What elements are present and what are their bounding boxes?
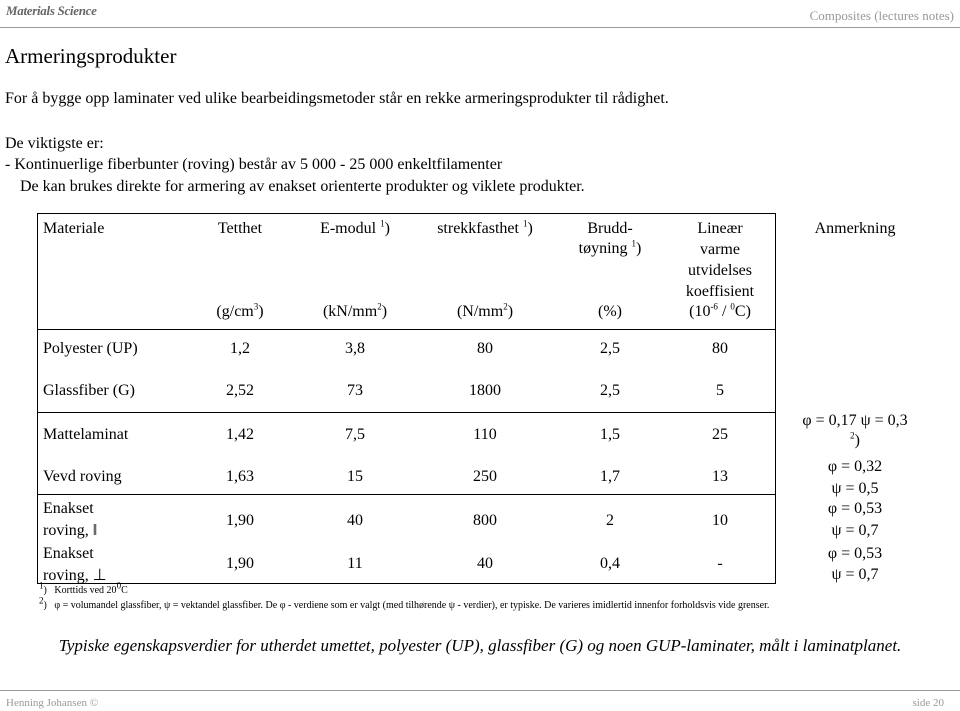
header-strength: strekkfasthet $^1$) <box>437 218 533 237</box>
header-density: Tetthet <box>217 220 263 237</box>
header-material: Materiale <box>43 220 105 237</box>
header-thermal-4: koeffisient <box>685 283 755 300</box>
table-left-border <box>37 213 38 584</box>
row-remark-2: $^2$) <box>850 430 860 449</box>
footer-page-number: side 20 <box>912 697 944 709</box>
row-elongation: 0,4 <box>600 555 620 572</box>
footnote-1: $^1$) Korttids ved $20^0C$ <box>39 580 128 596</box>
row-material: Glassfiber (G) <box>43 382 135 399</box>
row-elongation: 2,5 <box>600 340 620 357</box>
row-material-1: Enakset <box>43 500 94 517</box>
bullet-line-2: De kan brukes direkte for armering av enakset orienterte produkter og viklete produkter. <box>20 178 585 195</box>
row-strength: 250 <box>473 468 497 485</box>
header-thermal-2: varme <box>700 241 740 258</box>
row-elongation: 2,5 <box>600 382 620 399</box>
row-separator <box>37 494 776 495</box>
header-thermal-1: Lineær <box>697 220 743 237</box>
row-remark-1: φ = 0,53 <box>827 500 883 517</box>
footer-divider <box>0 690 960 691</box>
row-material: Mattelaminat <box>43 426 129 443</box>
header-emod: E-modul $^1$) <box>320 218 390 237</box>
header-remark: Anmerkning <box>814 220 896 237</box>
row-strength: 800 <box>473 512 497 529</box>
row-emod: 73 <box>347 382 363 399</box>
row-emod: 15 <box>347 468 363 485</box>
row-remark-2: ψ = 0,7 <box>831 566 879 583</box>
row-material-1: Enakset <box>43 545 94 562</box>
row-thermal: 25 <box>712 426 728 443</box>
row-thermal: 80 <box>712 340 728 357</box>
row-elongation: 2 <box>606 512 614 529</box>
header-thermal-unit: $(10^{-6} / ^0C)$ <box>689 301 751 320</box>
row-density: 1,2 <box>230 340 250 357</box>
table-bottom-border <box>37 583 776 584</box>
intro-text: For å bygge opp laminater ved ulike bearbeidingsmetoder står en rekke armeringsprodukter til rådighet. <box>5 90 669 107</box>
header-thermal-3: utvidelses <box>688 262 752 279</box>
row-material-2: roving, ⊥ <box>43 567 107 584</box>
row-density: 1,42 <box>226 426 254 443</box>
header-elongation-unit: (%) <box>598 303 622 320</box>
row-strength: 40 <box>477 555 493 572</box>
row-thermal: - <box>717 555 723 572</box>
row-thermal: 13 <box>712 468 728 485</box>
row-thermal: 10 <box>712 512 728 529</box>
footer-author: Henning Johansen © <box>6 697 99 709</box>
table-top-border <box>37 213 776 214</box>
row-density: 1,63 <box>226 468 254 485</box>
header-strength-unit: $(N/mm^2)$ <box>456 301 514 320</box>
row-elongation: 1,5 <box>600 426 620 443</box>
header-elongation-1: Brudd- <box>587 220 633 237</box>
materials-science-logo: Materials Science <box>6 3 97 18</box>
page-title: Armeringsprodukter <box>5 44 177 68</box>
row-material-2: roving, ‖ <box>43 522 98 539</box>
row-remark-1: φ = 0,32 <box>827 458 883 475</box>
header-emod-unit: $(kN/mm^2)$ <box>322 301 388 320</box>
row-density: 1,90 <box>226 555 254 572</box>
row-emod: 7,5 <box>345 426 365 443</box>
row-separator <box>37 412 776 413</box>
header-divider <box>0 27 960 28</box>
row-emod: 40 <box>347 512 363 529</box>
table-caption: Typiske egenskapsverdier for utherdet umettet, polyester (UP), glassfiber (G) og noen GUP-laminater, målt i laminatplanet. <box>58 636 902 655</box>
row-remark-2: ψ = 0,5 <box>831 480 879 497</box>
row-density: 2,52 <box>226 382 254 399</box>
row-material: Vevd roving <box>43 468 122 485</box>
row-density: 1,90 <box>226 512 254 529</box>
row-remark-2: ψ = 0,7 <box>831 522 879 539</box>
header-density-unit: $(g/cm^3)$ <box>216 301 264 320</box>
row-emod: 11 <box>347 555 363 572</box>
row-remark-1: φ = 0,17 ψ = 0,3 <box>802 412 908 429</box>
row-remark-1: φ = 0,53 <box>827 545 883 562</box>
row-emod: 3,8 <box>345 340 365 357</box>
row-strength: 80 <box>477 340 493 357</box>
row-thermal: 5 <box>716 382 724 399</box>
header-separator <box>37 329 776 330</box>
footnote-2: $^2$) φ = volumandel glassfiber, ψ = vektandel glassfiber. De φ - verdiene som er valgt (med tilhørende ψ - verdier), er typiske. De varieres imidlertid innenfor forholdsvis vide grenser. <box>39 595 770 611</box>
row-strength: 110 <box>473 426 497 443</box>
header-elongation-2: tøyning $^1$) <box>578 238 642 257</box>
course-title: Composites (lectures notes) <box>809 8 954 23</box>
row-strength: 1800 <box>469 382 501 399</box>
bullet-line-1: - Kontinuerlige fiberbunter (roving) består av 5 000 - 25 000 enkeltfilamenter <box>5 156 503 173</box>
row-material: Polyester (UP) <box>43 340 138 357</box>
row-elongation: 1,7 <box>600 468 620 485</box>
list-heading: De viktigste er: <box>5 135 104 152</box>
